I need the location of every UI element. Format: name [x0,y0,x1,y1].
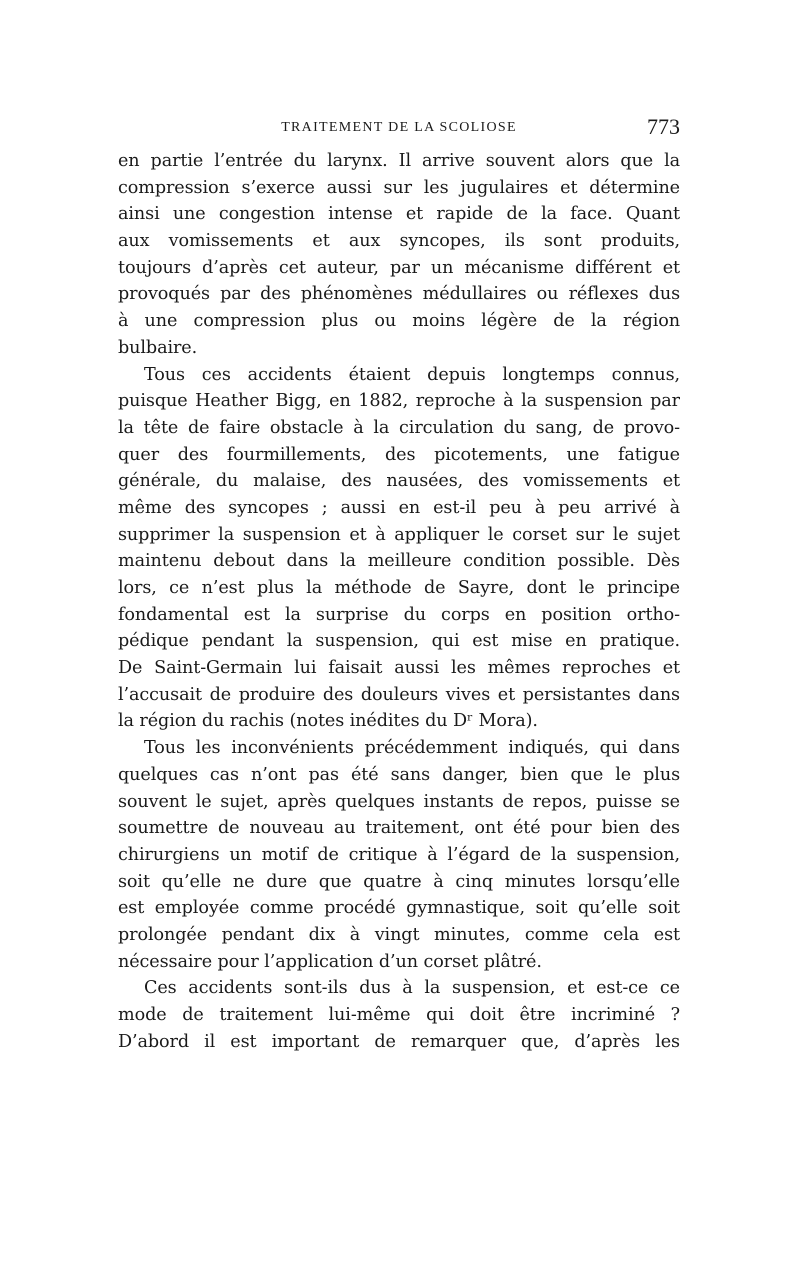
text-line: bulbaire. [118,337,198,358]
text-line: prolongée pendant dix à vingt minutes, comme cela est [118,924,680,945]
paragraph-start-line: Tous les inconvénients précédemment indiqués, qui dans [144,738,680,759]
text-line: De Saint-Germain lui faisait aussi les mêmes reproches et [118,658,680,679]
text-line: toujours d’après cet auteur, par un mécanisme différent et [118,257,680,278]
paragraph-start-line: Tous ces accidents étaient depuis longtemps connus, [144,364,680,385]
text-line: est employée comme procédé gymnastique, soit qu’elle soit [118,898,680,919]
text-line: compression s’exerce aussi sur les jugulaires et détermine [118,177,680,198]
text-line: chirurgiens un motif de critique à l’égard de la suspension, [118,844,680,865]
paragraph-start-line: Ces accidents sont-ils dus à la suspension, et est-ce ce [144,978,680,999]
text-line: l’accusait de produire des douleurs vives et persistantes dans [118,684,680,705]
text-line: même des syncopes ; aussi en est-il peu à peu arrivé à [118,497,680,518]
text-line: provoqués par des phénomènes médullaires ou réflexes dus [118,284,680,305]
text-line: fondamental est la surprise du corps en position ortho- [118,604,680,625]
text-line: nécessaire pour l’application d’un corset plâtré. [118,951,542,972]
text-line: quelques cas n’ont pas été sans danger, bien que le plus [118,764,680,785]
text-line: supprimer la suspension et à appliquer le corset sur le sujet [118,524,680,545]
text-line: maintenu debout dans la meilleure condition possible. Dès [118,551,680,572]
text-line: pédique pendant la suspension, qui est mise en pratique. [118,631,680,652]
text-line: en partie l’entrée du larynx. Il arrive souvent alors que la [118,151,680,171]
text-line: aux vomissements et aux syncopes, ils sont produits, [118,231,680,252]
text-line: soumettre de nouveau au traitement, ont été pour bien des [118,818,680,839]
body-text [118,148,680,1055]
text-line: la région du rachis (notes inédites du Dʳ Mora). [118,711,538,732]
running-title: TRAITEMENT DE LA SCOLIOSE [281,120,517,135]
text-line: lors, ce n’est plus la méthode de Sayre, dont le principe [118,578,680,598]
text-line: générale, du malaise, des nausées, des vomissements et [118,471,680,492]
text-line: soit qu’elle ne dure que quatre à cinq minutes lorsqu’elle [118,871,680,892]
page-header [118,114,680,142]
text-line: la tête de faire obstacle à la circulation du sang, de provo- [118,417,680,438]
page-number: 773 [647,114,680,139]
text-line: quer des fourmillements, des picotements, une fatigue [118,444,680,465]
text-line: à une compression plus ou moins légère de la région [118,311,680,332]
text-line: mode de traitement lui-même qui doit être incriminé ? [118,1005,680,1025]
text-line: D’abord il est important de remarquer que, d’après les [118,1031,680,1052]
text-line: puisque Heather Bigg, en 1882, reproche à la suspension par [118,391,680,412]
text-line: ainsi une congestion intense et rapide de la face. Quant [118,204,680,225]
text-line: souvent le sujet, après quelques instants de repos, puisse se [118,791,680,812]
